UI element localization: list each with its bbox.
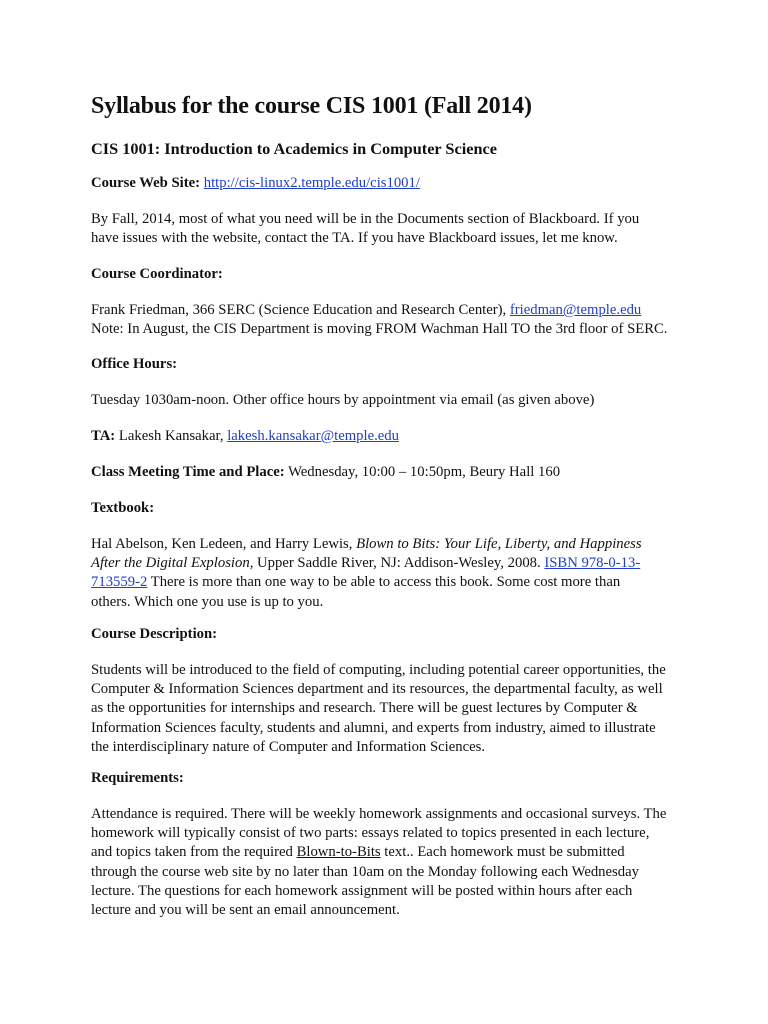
- requirements-text: and topics taken from the required: [91, 844, 297, 861]
- requirements-line-4: through the course web site by no later than 10am on the Monday following each Wednesday: [91, 863, 639, 880]
- requirements-paragraph: [91, 805, 691, 920]
- ta-email-link[interactable]: lakesh.kansakar@temple.edu: [227, 428, 399, 444]
- website-line: [91, 174, 691, 193]
- coordinator-heading: Course Coordinator:: [91, 266, 223, 282]
- textbook-line-4: others. Which one you use is up to you.: [91, 593, 324, 610]
- syllabus-page: [91, 88, 691, 919]
- requirements-line-5: lecture. The questions for each homework assignment will be posted within hours after each: [91, 882, 633, 899]
- requirements-line-6: lecture and you will be sent an email announcement.: [91, 902, 400, 919]
- blackboard-line-2: have issues with the website, contact the TA. If you have Blackboard issues, let me know.: [91, 230, 618, 247]
- requirements-text: text.. Each homework must be submitted: [380, 844, 625, 861]
- textbook-heading: Textbook:: [91, 500, 155, 516]
- description-line: Students will be introduced to the field of computing, including potential career opportunities, the: [91, 662, 666, 678]
- office-hours-text: Tuesday 1030am-noon. Other office hours by appointment via email (as given above): [91, 392, 595, 408]
- ta-label: TA:: [91, 428, 116, 444]
- website-label: Course Web Site:: [91, 175, 201, 191]
- book-reference: Blown-to-Bits: [296, 844, 381, 861]
- textbook-authors: Hal Abelson, Ken Ledeen, and Harry Lewis,: [91, 536, 357, 552]
- meeting-text: Wednesday, 10:00 – 10:50pm, Beury Hall 160: [284, 464, 561, 480]
- textbook-title-part-1: Blown to Bits: Your Life, Liberty, and Happiness: [356, 536, 642, 552]
- textbook-line-2: [91, 554, 691, 573]
- textbook-paragraph: [91, 535, 691, 612]
- course-subtitle: CIS 1001: Introduction to Academics in Computer Science: [91, 139, 497, 158]
- blackboard-paragraph: [91, 210, 691, 248]
- ta-line: [91, 427, 691, 446]
- requirements-line-2: homework will typically consist of two parts: essays related to topics presented in each lecture,: [91, 825, 650, 842]
- textbook-line-3: [91, 573, 691, 592]
- page-title: Syllabus for the course CIS 1001 (Fall 2014): [91, 93, 532, 119]
- ta-name: Lakesh Kansakar,: [115, 428, 228, 444]
- blackboard-line-1: By Fall, 2014, most of what you need will be in the Documents section of Blackboard. If you: [91, 211, 640, 227]
- textbook-line-1: [91, 535, 691, 554]
- requirements-line-1: Attendance is required. There will be weekly homework assignments and occasional surveys. The: [91, 806, 667, 822]
- coordinator-note: Note: In August, the CIS Department is moving FROM Wachman Hall TO the 3rd floor of SERC.: [91, 321, 668, 338]
- description-heading: Course Description:: [91, 626, 218, 642]
- description-line: the interdisciplinary nature of Computer and Information Sciences.: [91, 738, 485, 755]
- website-link[interactable]: http://cis-linux2.temple.edu/cis1001/: [203, 175, 420, 191]
- isbn-link-part-1[interactable]: ISBN 978-0-13-: [544, 555, 641, 572]
- requirements-line-3: [91, 843, 691, 862]
- office-hours-heading: Office Hours:: [91, 356, 178, 372]
- requirements-heading: Requirements:: [91, 770, 184, 786]
- description-line: as the opportunities for internships and research. There will be guest lectures by Computer &: [91, 700, 638, 717]
- isbn-link-part-2[interactable]: 713559-2: [91, 574, 148, 591]
- textbook-publisher: , Upper Saddle River, NJ: Addison-Wesley, 2008.: [249, 555, 545, 572]
- coordinator-line-1: [91, 301, 691, 320]
- description-line: Computer & Information Sciences department and its resources, the departmental faculty, as well: [91, 681, 663, 698]
- meeting-line: [91, 463, 691, 482]
- textbook-access-note: There is more than one way to be able to access this book. Some cost more than: [147, 574, 621, 591]
- description-paragraph: [91, 661, 691, 757]
- coordinator-name: Frank Friedman, 366 SERC (Science Education and Research Center),: [91, 302, 510, 318]
- coordinator-email-link[interactable]: friedman@temple.edu: [509, 302, 642, 318]
- meeting-label: Class Meeting Time and Place:: [91, 464, 285, 480]
- description-line: Information Sciences faculty, students and alumni, and experts from industry, aimed to illustrate: [91, 719, 656, 736]
- coordinator-paragraph: [91, 301, 691, 339]
- textbook-title-part-2: After the Digital Explosion: [91, 555, 250, 572]
